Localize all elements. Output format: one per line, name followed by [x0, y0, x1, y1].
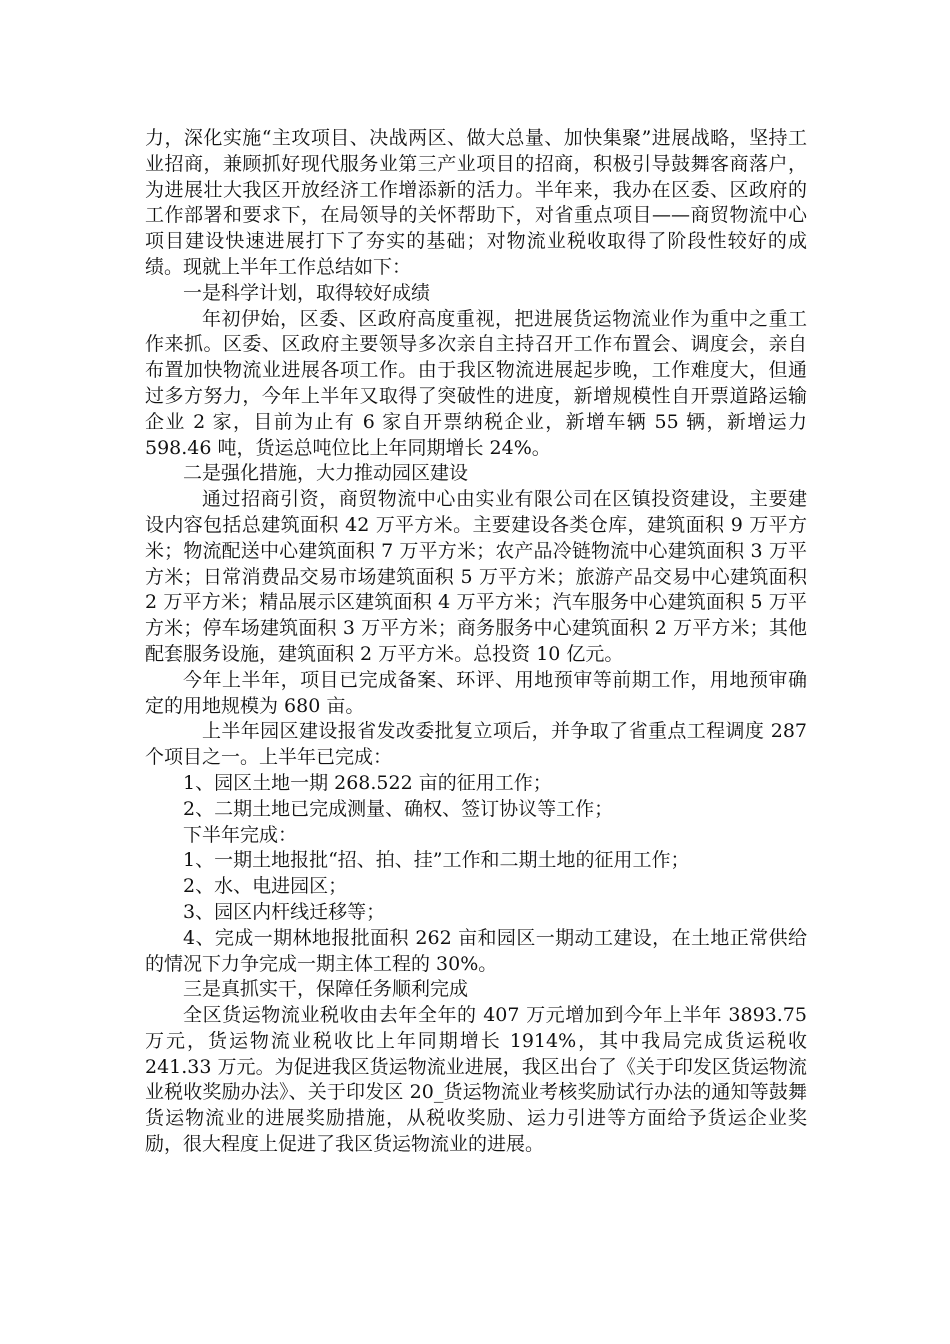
section-heading-2: 二是强化措施，大力推动园区建设 — [183, 462, 469, 485]
list-item: 3、园区内杆线迁移等； — [183, 900, 386, 923]
subheading-second-half: 下半年完成： — [183, 823, 298, 846]
list-item: 4、完成一期林地报批面积 262 亩和园区一期动工建设，在土地正常供给的情况下力争完成一期主体工程的 30%。 — [145, 926, 807, 975]
section-heading-3: 三是真抓实干，保障任务顺利完成 — [183, 978, 469, 1001]
section-3-paragraph: 全区货运物流业税收由去年全年的 407 万元增加到今年上半年 3893.75 万元，货运物流业税收比上年同期增长 1914%，其中我局完成货运税收 241.33 万元。为促进我区货运物流业进展，我区出台了《关于印发区货运物流业税收奖励办法》、关于印发区 20_货运物流业考核奖励试行办法的通知等鼓舞货运物流业的进展奖励措施，从税收奖励、运力引进等方面给予货运企业奖励，很大程度上促进了我区货运物流业的进展。 — [145, 1004, 807, 1156]
section-heading-1: 一是科学计划，取得较好成绩 — [183, 281, 431, 304]
list-item: 1、一期土地报批“招、拍、挂”工作和二期土地的征用工作； — [183, 849, 690, 872]
section-2-paragraph-progress: 今年上半年，项目已完成备案、环评、用地预审等前期工作，用地预审确定的用地规模为 680 亩。 — [145, 668, 807, 717]
intro-paragraph: 力，深化实施“主攻项目、决战两区、做大总量、加快集聚”进展战略，坚持工业招商，兼顾抓好现代服务业第三产业项目的招商，积极引导鼓舞客商落户，为进展壮大我区开放经济工作增添新的活力。半年来，我办在区委、区政府的工作部署和要求下，在局领导的关怀帮助下，对省重点项目——商贸物流中心项目建设快速进展打下了夯实的基础；对物流业税收取得了阶段性较好的成绩。现就上半年工作总结如下： — [145, 127, 807, 278]
document-body — [145, 126, 807, 1158]
section-2-paragraph-construction: 通过招商引资，商贸物流中心由实业有限公司在区镇投资建设，主要建设内容包括总建筑面积 42 万平方米。主要建设各类仓库，建筑面积 9 万平方米；物流配送中心建筑面积 7 万平方米；农产品冷链物流中心建筑面积 3 万平方米；日常消费品交易市场建筑面积 5 万平方米；旅游产品交易中心建筑面积 2 万平方米；精品展示区建筑面积 4 万平方米；汽车服务中心建筑面积 5 万平方米；停车场建筑面积 3 万平方米；商务服务中心建筑面积 2 万平方米；其他配套服务设施，建筑面积 2 万平方米。总投资 10 亿元。 — [145, 488, 807, 665]
section-2-paragraph-approval: 上半年园区建设报省发改委批复立项后，并争取了省重点工程调度 287 个项目之一。上半年已完成： — [145, 720, 807, 769]
section-1-paragraph: 年初伊始，区委、区政府高度重视，把进展货运物流业作为重中之重工作来抓。区委、区政府主要领导多次亲自主持召开工作布置会、调度会，亲自布置加快物流业进展各项工作。由于我区物流进展起步晚，工作难度大，但通过多方努力，今年上半年又取得了突破性的进度，新增规模性自开票道路运输企业 2 家，目前为止有 6 家自开票纳税企业，新增车辆 55 辆，新增运力 598.46 吨，货运总吨位比上年同期增长 24%。 — [145, 307, 807, 459]
list-item: 1、园区土地一期 268.522 亩的征用工作； — [183, 771, 552, 794]
list-item: 2、二期土地已完成测量、确权、签订协议等工作； — [183, 797, 614, 820]
list-item: 2、水、电进园区； — [183, 875, 348, 898]
